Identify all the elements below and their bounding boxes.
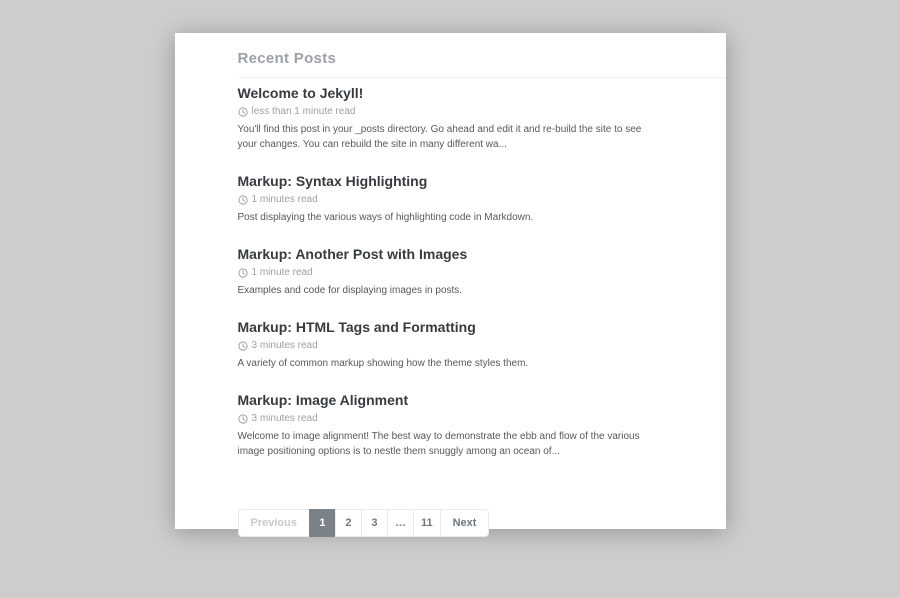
next-page-button[interactable]: Next bbox=[440, 509, 490, 537]
post-title bbox=[238, 173, 726, 189]
recent-posts-card bbox=[175, 33, 726, 529]
page-title: Recent Posts bbox=[238, 51, 726, 78]
clock-icon bbox=[238, 341, 248, 351]
post-title-link[interactable]: Markup: Syntax Highlighting bbox=[237, 173, 428, 189]
post-title-link[interactable]: Welcome to Jekyll! bbox=[237, 85, 364, 101]
post-list bbox=[238, 85, 726, 459]
post-excerpt: Welcome to image alignment! The best way to demonstrate the ebb and flow of the various image positioning options is to nestle them snuggly among an ocean of... bbox=[237, 431, 640, 457]
clock-icon bbox=[238, 414, 248, 424]
page-11-button[interactable]: 11 bbox=[413, 509, 441, 537]
read-time-label: 3 minutes read bbox=[251, 413, 318, 424]
post-item bbox=[238, 173, 726, 225]
page-ellipsis: … bbox=[387, 509, 414, 537]
post-meta bbox=[238, 105, 726, 118]
post-meta bbox=[238, 339, 726, 352]
post-item bbox=[238, 392, 726, 459]
clock-icon bbox=[238, 107, 248, 117]
page-2-button[interactable]: 2 bbox=[335, 509, 362, 537]
post-excerpt: A variety of common markup showing how the theme styles them. bbox=[237, 358, 529, 369]
clock-icon bbox=[238, 195, 248, 205]
post-item bbox=[238, 246, 726, 298]
post-item bbox=[238, 319, 726, 371]
clock-icon bbox=[238, 268, 248, 278]
pagination bbox=[238, 509, 490, 537]
read-time-label: less than 1 minute read bbox=[251, 106, 356, 117]
post-title bbox=[238, 246, 726, 262]
read-time-label: 3 minutes read bbox=[251, 340, 318, 351]
read-time-label: 1 minute read bbox=[251, 267, 313, 278]
post-meta bbox=[238, 193, 726, 206]
post-title bbox=[238, 392, 726, 408]
post-meta bbox=[238, 412, 726, 425]
post-title-link[interactable]: Markup: HTML Tags and Formatting bbox=[237, 319, 476, 335]
post-excerpt: You'll find this post in your _posts directory. Go ahead and edit it and re-build the site to see your changes. You can rebuild the site in many different wa... bbox=[237, 124, 642, 150]
previous-page-button: Previous bbox=[238, 509, 310, 537]
post-excerpt: Examples and code for displaying images in posts. bbox=[237, 285, 463, 296]
post-meta bbox=[238, 266, 726, 279]
post-item bbox=[238, 85, 726, 152]
post-excerpt: Post displaying the various ways of highlighting code in Markdown. bbox=[237, 212, 534, 223]
post-title bbox=[238, 85, 726, 101]
post-title bbox=[238, 319, 726, 335]
page-3-button[interactable]: 3 bbox=[361, 509, 388, 537]
read-time-label: 1 minutes read bbox=[251, 194, 318, 205]
post-title-link[interactable]: Markup: Image Alignment bbox=[237, 392, 409, 408]
post-title-link[interactable]: Markup: Another Post with Images bbox=[237, 246, 468, 262]
page-1-button[interactable]: 1 bbox=[309, 509, 336, 537]
